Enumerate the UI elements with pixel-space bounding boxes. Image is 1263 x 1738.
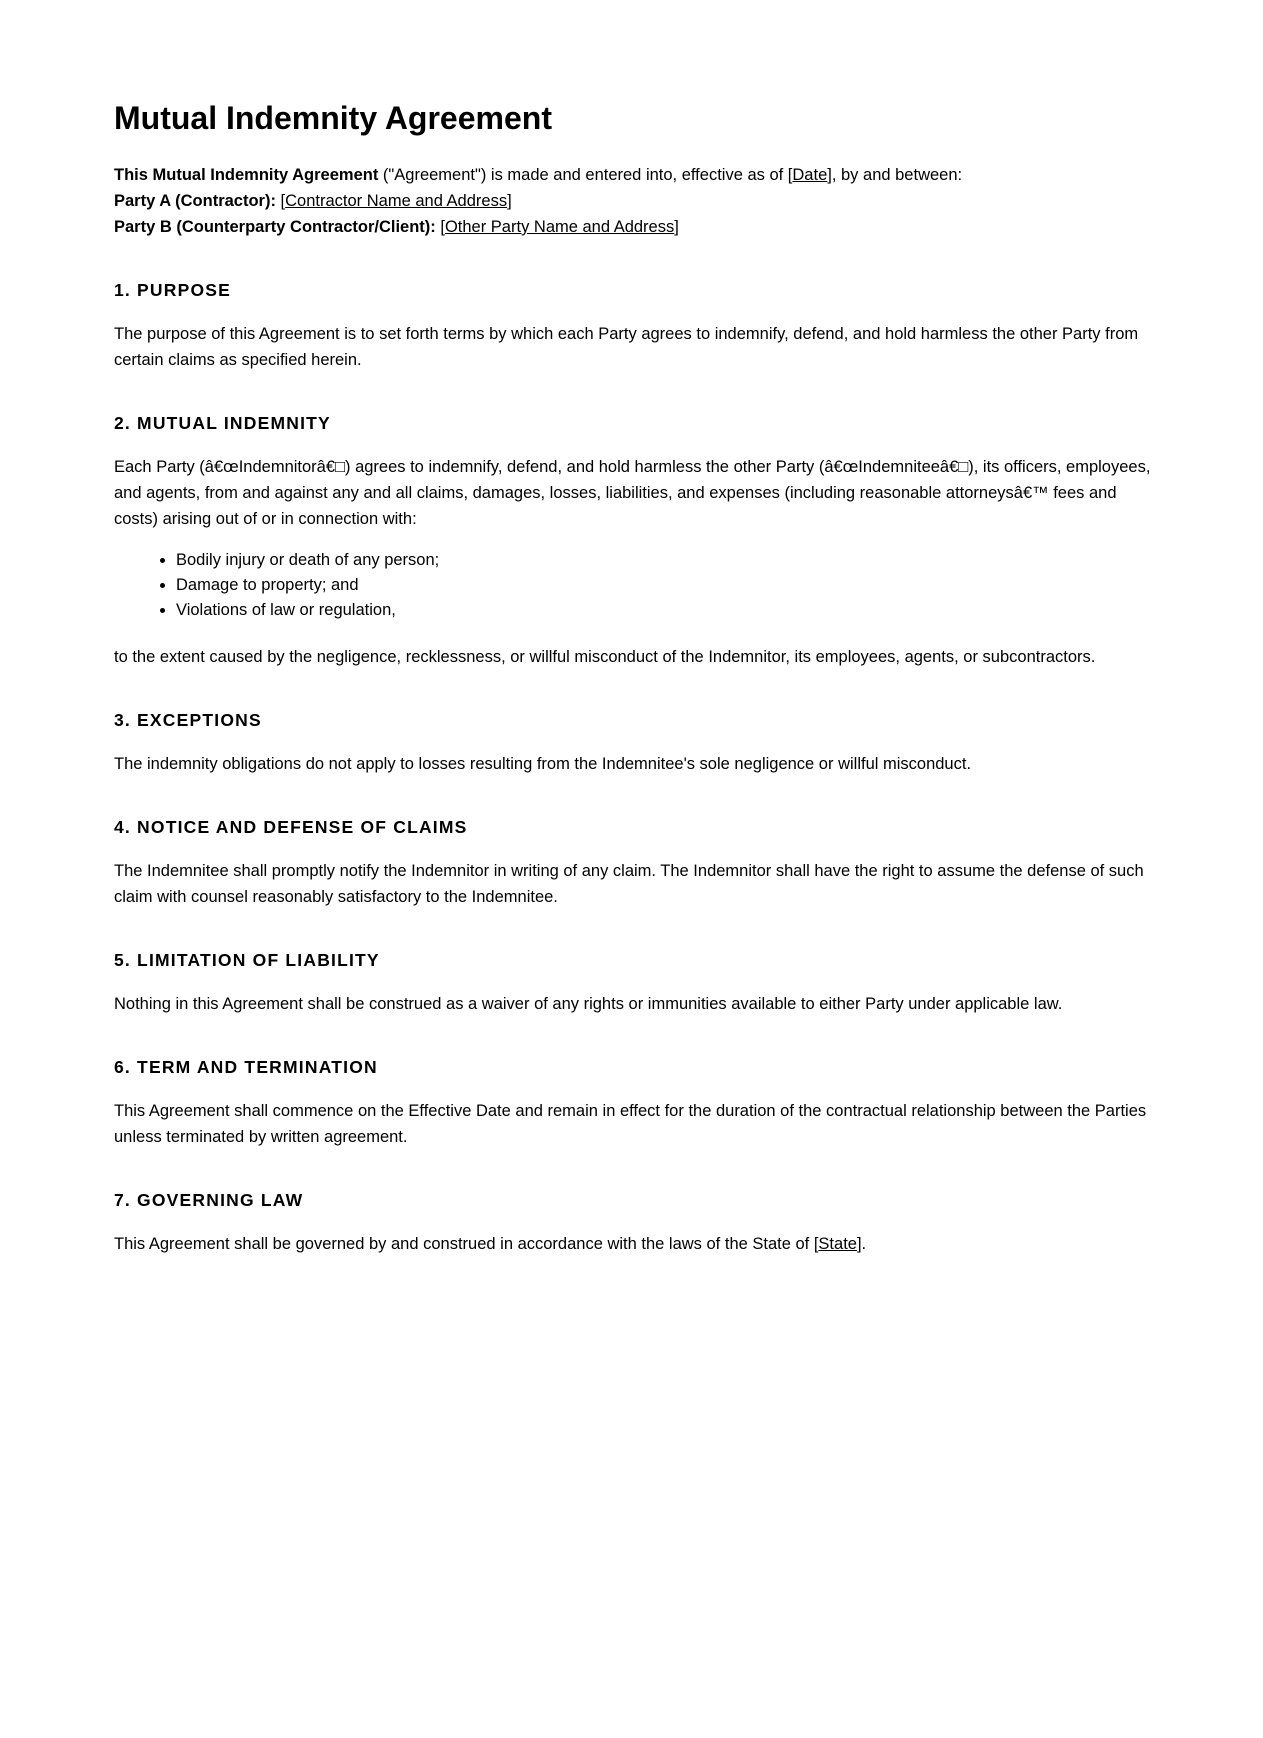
party-b-label: Party B (Counterparty Contractor/Client):	[114, 218, 436, 236]
section-notice	[114, 815, 1154, 910]
party-b-placeholder: Other Party Name and Address	[444, 218, 675, 236]
party-a-placeholder: Contractor Name and Address	[285, 192, 508, 210]
section-governing-law	[114, 1188, 1154, 1257]
document-title: Mutual Indemnity Agreement	[114, 100, 552, 136]
section-heading: 2. MUTUAL INDEMNITY	[114, 413, 331, 433]
section-heading: 7. GOVERNING LAW	[114, 1190, 304, 1210]
section-body: Each Party (â€œIndemnitorâ€□) agrees to indemnify, defend, and hold harmless the other Party (â€œIndemniteeâ€□), its officers, employees, and agents, from and against any and all claims, damages, losses, liabilities, and expenses (including reasonable attorneysâ€™ fees and costs) arising out of or in connection with:	[114, 458, 1151, 528]
section-limitation	[114, 948, 1154, 1017]
section-heading: 3. EXCEPTIONS	[114, 710, 262, 730]
section-term	[114, 1055, 1154, 1150]
section-body: Nothing in this Agreement shall be construed as a waiver of any rights or immunities available to either Party under applicable law.	[114, 995, 1063, 1013]
section-exceptions	[114, 708, 1154, 777]
section-mutual-indemnity	[114, 411, 1154, 670]
document-page	[114, 98, 1154, 1257]
list-item: • Damage to property; and	[176, 573, 1154, 598]
governing-law-close: ].	[856, 1235, 867, 1253]
section-body-continued: to the extent caused by the negligence, recklessness, or willful misconduct of the Indemnitor, its employees, agents, or subcontractors.	[114, 648, 1096, 666]
date-placeholder: Date	[792, 166, 828, 184]
section-body	[114, 1231, 1154, 1257]
list-item: • Violations of law or regulation,	[176, 598, 1154, 623]
governing-law-text: This Agreement shall be governed by and construed in accordance with the laws of the State of [	[114, 1235, 819, 1253]
party-a-open-bracket: [	[275, 192, 286, 210]
party-b-line	[114, 214, 1154, 240]
list-item: • Bodily injury or death of any person;	[176, 548, 1154, 573]
section-body: The indemnity obligations do not apply to losses resulting from the Indemnitee's sole negligence or willful misconduct.	[114, 755, 972, 773]
state-placeholder: State	[818, 1235, 857, 1253]
section-body: This Agreement shall commence on the Effective Date and remain in effect for the duration of the contractual relationship between the Parties unless terminated by written agreement.	[114, 1102, 1147, 1146]
agreement-name: This Mutual Indemnity Agreement	[114, 166, 379, 184]
section-heading: 6. TERM AND TERMINATION	[114, 1057, 378, 1077]
party-a-label: Party A (Contractor):	[114, 192, 276, 210]
section-heading: 5. LIMITATION OF LIABILITY	[114, 950, 380, 970]
party-b-open-bracket: [	[435, 218, 445, 236]
intro-text-1: ("Agreement") is made and entered into, effective as of [	[378, 166, 793, 184]
section-body: The Indemnitee shall promptly notify the Indemnitor in writing of any claim. The Indemnitor shall have the right to assume the defense of such claim with counsel reasonably satisfactory to the Indemnitee.	[114, 862, 1144, 906]
section-body: The purpose of this Agreement is to set forth terms by which each Party agrees to indemnify, defend, and hold harmless the other Party from certain claims as specified herein.	[114, 325, 1139, 369]
intro-text-2: ], by and between:	[827, 166, 963, 184]
section-heading: 4. NOTICE AND DEFENSE OF CLAIMS	[114, 817, 468, 837]
indemnity-list	[114, 548, 1154, 623]
party-a-line	[114, 188, 1154, 214]
section-heading: 1. PURPOSE	[114, 280, 232, 300]
party-a-close-bracket: ]	[507, 192, 512, 210]
section-purpose	[114, 278, 1154, 373]
intro-line	[114, 162, 1154, 188]
intro-block	[114, 162, 1154, 240]
party-b-close-bracket: ]	[674, 218, 679, 236]
